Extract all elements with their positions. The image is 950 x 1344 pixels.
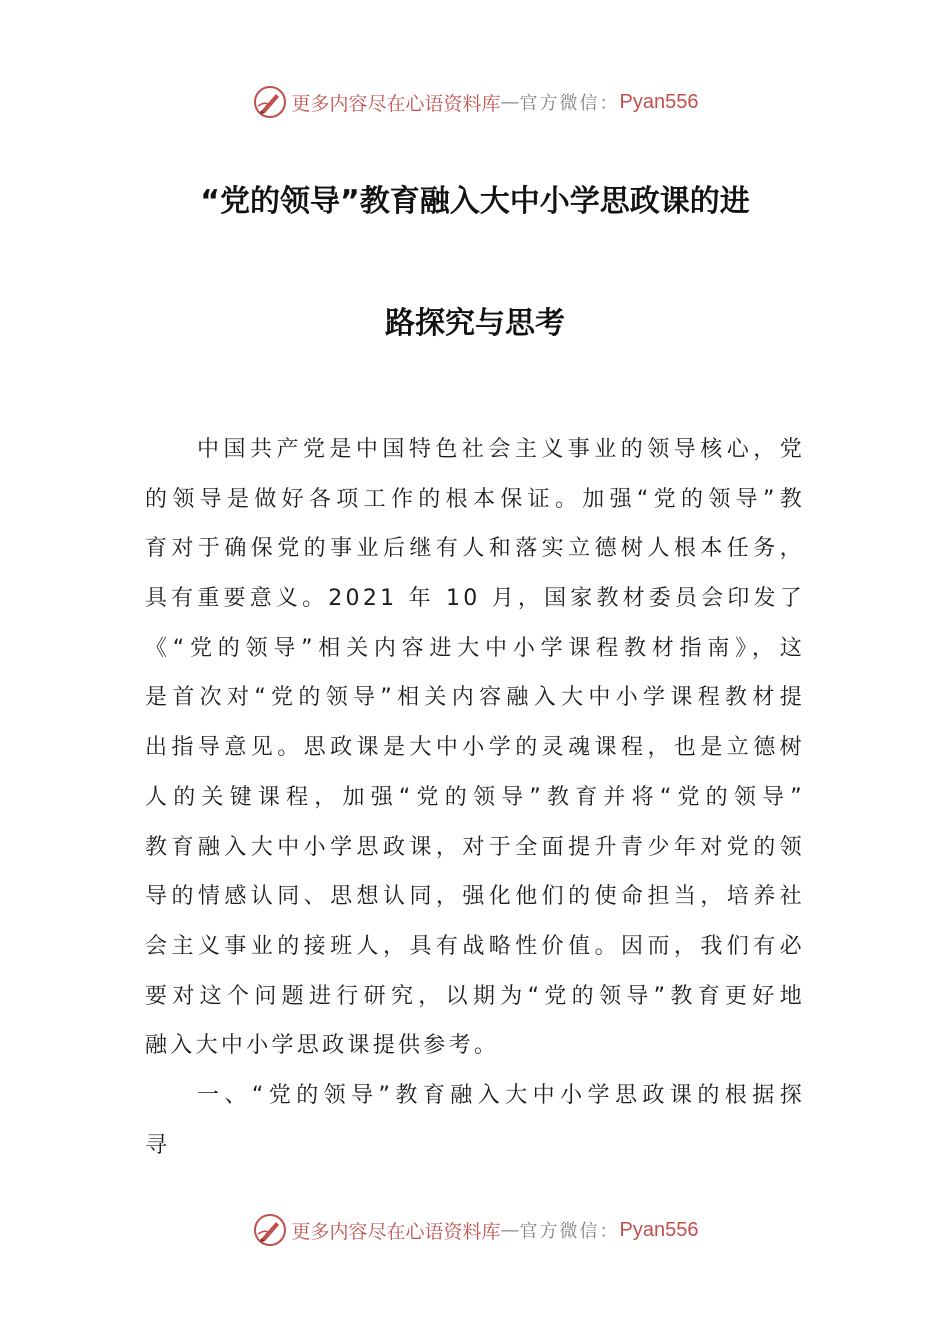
footer-watermark: [0, 1210, 950, 1250]
text-line: 中国共产党是中国特色社会主义事业的领导核心，党: [197, 437, 805, 462]
pen-logo-icon: [252, 84, 288, 120]
document-title-line-1: “党的领导”教育融入大中小学思政课的进: [200, 184, 750, 219]
watermark-dash: —: [500, 1219, 520, 1241]
text-line: 的领导是做好各项工作的根本保证。加强“党的领导”教: [145, 486, 805, 512]
document-title-line-2: 路探究与思考: [385, 306, 565, 341]
watermark-wechat-id: Pyan556: [619, 90, 699, 113]
text-line: 会主义事业的接班人，具有战略性价值。因而，我们有必: [145, 933, 805, 959]
text-line: 融入大中小学思政课提供参考。: [145, 1033, 500, 1059]
text-line: 具有重要意义。2021 年 10 月，国家教材委员会印发了: [145, 586, 805, 612]
text-line: 出指导意见。思政课是大中小学的灵魂课程，也是立德树: [145, 735, 805, 761]
section-heading-line: 一、“党的领导”教育融入大中小学思政课的根据探: [197, 1082, 805, 1108]
header-watermark: [0, 82, 950, 122]
text-line: 育对于确保党的事业后继有人和落实立德树人根本任务，: [145, 536, 805, 562]
text-line: 教育融入大中小学思政课，对于全面提升青少年对党的领: [145, 834, 805, 860]
watermark-brand-text: 更多内容尽在心语资料库: [291, 1220, 501, 1243]
text-line: 是首次对“党的领导”相关内容融入大中小学课程教材提: [145, 685, 805, 711]
text-line: 导的情感认同、思想认同，强化他们的使命担当，培养社: [145, 884, 805, 910]
text-line: 要对这个问题进行研究，以期为“党的领导”教育更好地: [145, 983, 805, 1009]
section-heading-line: 寻: [145, 1132, 171, 1158]
body-text: [145, 430, 805, 1175]
text-line: 人的关键课程，加强“党的领导”教育并将“党的领导”: [145, 784, 805, 810]
pen-logo-icon: [252, 1212, 288, 1248]
watermark-brand-text: 更多内容尽在心语资料库: [291, 92, 501, 115]
watermark-wechat-label: 官方微信：: [519, 93, 620, 114]
text-line: 《“党的领导”相关内容进大中小学课程教材指南》，这: [145, 635, 805, 661]
watermark-wechat-id: Pyan556: [619, 1218, 699, 1241]
watermark-dash: —: [500, 91, 520, 113]
watermark-wechat-label: 官方微信：: [519, 1221, 620, 1242]
